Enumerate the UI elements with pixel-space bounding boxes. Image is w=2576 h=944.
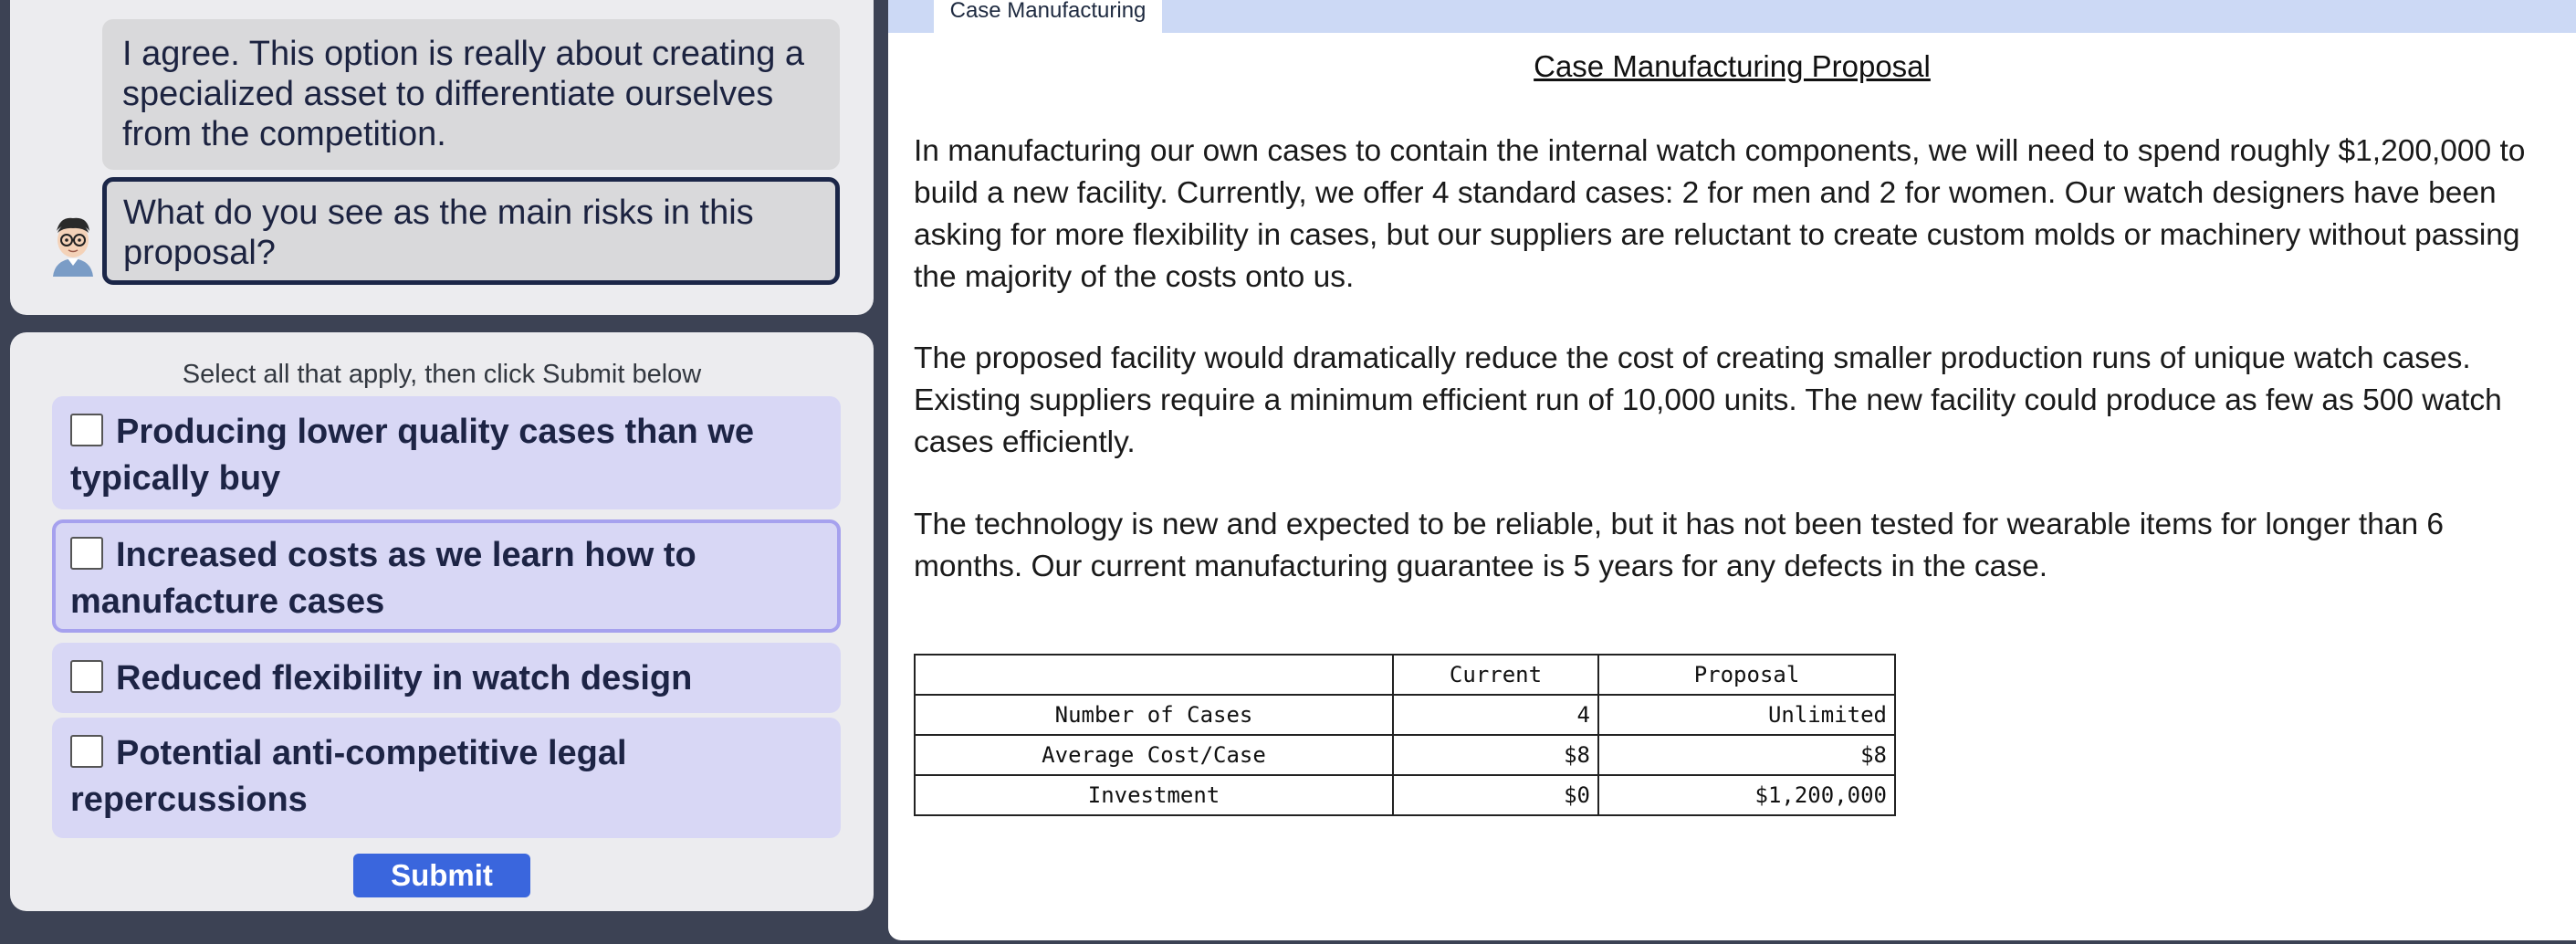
table-cell: 4 (1393, 695, 1598, 735)
chat-message-previous: I agree. This option is really about creating a specialized asset to differentiate ourselves from the competition. (102, 19, 840, 170)
document-paragraph: The proposed facility would dramatically reduce the cost of creating smaller production runs of unique watch cases. Existing suppliers require a minimum efficient run of 10,000 units. The new facility could produce as few as 500 watch cases efficiently. (914, 341, 2502, 459)
table-row (915, 775, 1895, 815)
checkbox-icon[interactable] (70, 537, 103, 570)
table-cell: Unlimited (1598, 695, 1895, 735)
table-cell: Investment (915, 775, 1393, 815)
table-header-row (915, 655, 1895, 695)
chat-panel (10, 0, 874, 315)
option-label: Increased costs as we learn how to manufacture cases (70, 536, 696, 621)
table-cell: $1,200,000 (1598, 775, 1895, 815)
table-cell: $8 (1393, 735, 1598, 775)
checkbox-icon[interactable] (70, 660, 103, 693)
table-row (915, 695, 1895, 735)
option-label: Potential anti-competitive legal repercussions (70, 734, 627, 819)
table-header (915, 655, 1393, 695)
checkbox-icon[interactable] (70, 735, 103, 768)
document-paragraph: In manufacturing our own cases to contain the internal watch components, we will need to spend roughly $1,200,000 to build a new facility. Currently, we offer 4 standard cases: 2 for men and 2 for women. Our watch designers have been asking for more flexibility in cases, but our suppliers are reluctant to create custom molds or machinery without passing the majority of the costs onto us. (914, 134, 2526, 294)
advisor-avatar-icon (47, 213, 99, 277)
table-header: Current (1393, 655, 1598, 695)
document-pane (888, 0, 2576, 940)
tab-bar (888, 0, 2576, 33)
table-header: Proposal (1598, 655, 1895, 695)
checkbox-icon[interactable] (70, 414, 103, 446)
option-label: Producing lower quality cases than we typically buy (70, 413, 754, 498)
document-title: Case Manufacturing Proposal (1534, 49, 1931, 83)
table-cell: $0 (1393, 775, 1598, 815)
chat-message-current: What do you see as the main risks in this proposal? (102, 177, 840, 285)
option-reduced-flexibility[interactable] (52, 643, 841, 713)
option-increased-costs[interactable] (52, 519, 841, 633)
comparison-table (914, 654, 1896, 816)
option-legal-repercussions[interactable] (52, 718, 841, 838)
table-cell: $8 (1598, 735, 1895, 775)
option-label: Reduced flexibility in watch design (116, 659, 693, 698)
table-cell: Average Cost/Case (915, 735, 1393, 775)
option-lower-quality[interactable] (52, 396, 841, 509)
document-paragraph: The technology is new and expected to be reliable, but it has not been tested for wearable items for longer than 6 months. Our current manufacturing guarantee is 5 years for any defects in the case. (914, 508, 2445, 583)
table-row (915, 735, 1895, 775)
table-cell: Number of Cases (915, 695, 1393, 735)
tab-case-manufacturing[interactable]: Case Manufacturing (934, 0, 1162, 33)
question-panel (10, 332, 874, 911)
instructions-text: Select all that apply, then click Submit below (182, 360, 702, 389)
submit-button[interactable]: Submit (353, 854, 530, 897)
